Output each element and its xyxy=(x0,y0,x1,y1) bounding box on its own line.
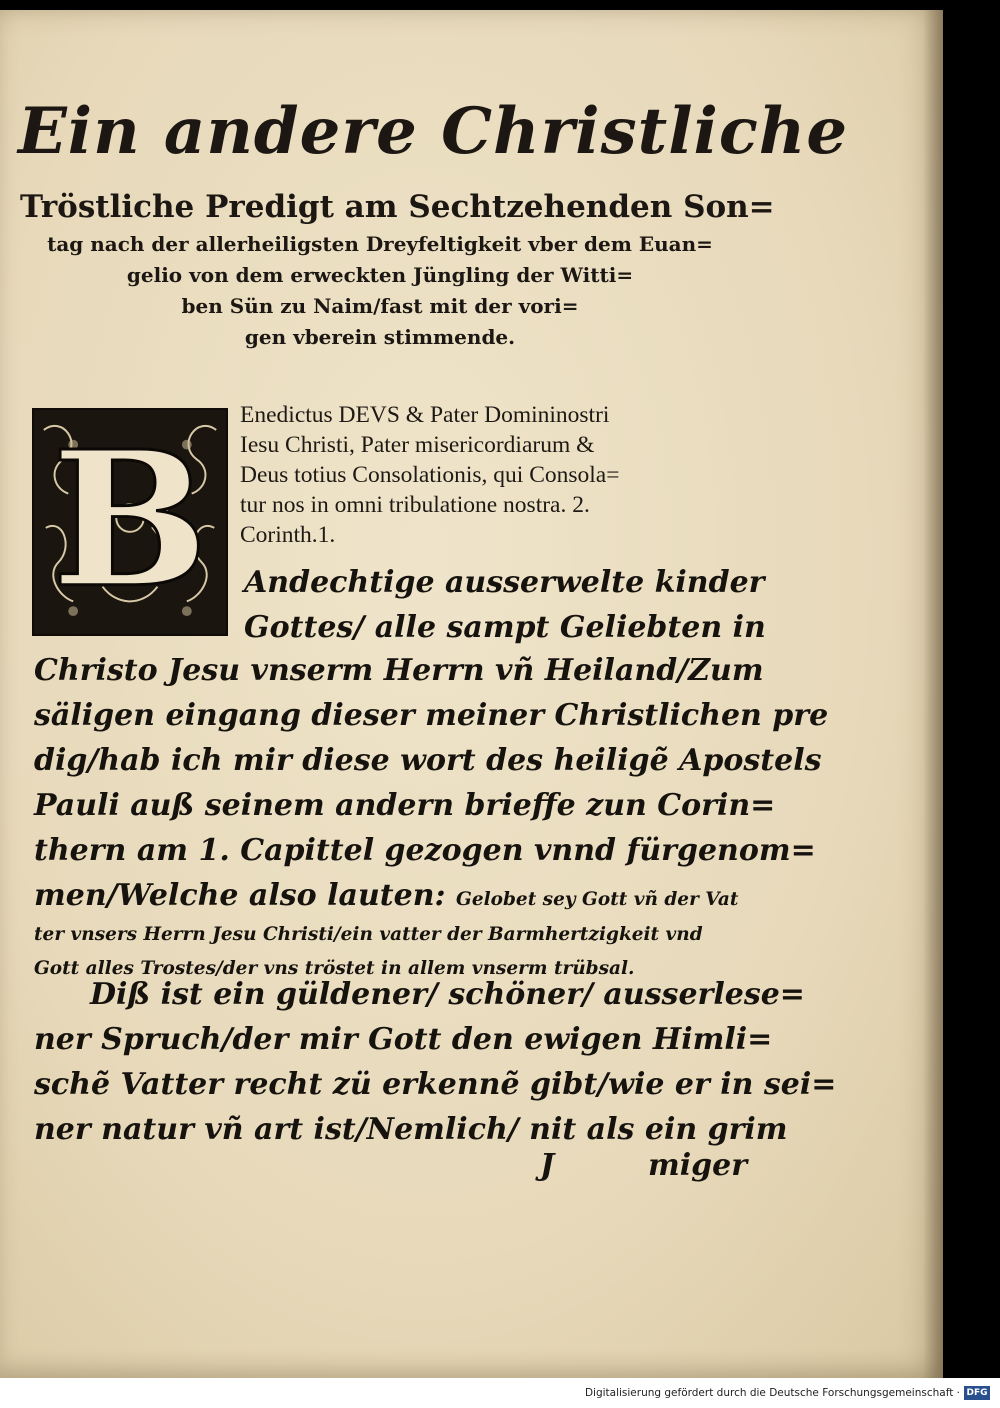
footer-bar xyxy=(0,1378,1000,1408)
paragraph-main xyxy=(34,648,829,986)
page-title: Ein andere Christliche xyxy=(18,94,849,169)
body-line: ner Spruch/der mir Gott den ewigen Himli= xyxy=(34,1022,773,1057)
subtitle-line: gen vberein stimmende. xyxy=(244,325,516,349)
latin-line: Corinth.1. xyxy=(240,522,336,548)
body-line: Pauli auß seinem andern brieffe zun Corin= xyxy=(34,788,776,823)
body-line: säligen eingang dieser meiner Christlichen pre xyxy=(34,698,829,733)
subtitle-line: Tröstliche Predigt am Sechtzehenden Son= xyxy=(20,189,775,225)
book-page xyxy=(0,10,943,1378)
paragraph-intro xyxy=(244,560,766,650)
ornament-icon xyxy=(34,410,226,634)
latin-epigraph xyxy=(240,400,740,550)
latin-line: Enedictus DEVS & Pater Domininostri xyxy=(240,402,610,428)
paragraph-second xyxy=(34,972,837,1152)
body-line: ner natur vñ art ist/Nemlich/ nit als ein grim xyxy=(34,1112,788,1147)
body-line: thern am 1. Capittel gezogen vnnd fürgenom= xyxy=(34,833,816,868)
subtitle-block xyxy=(20,185,775,353)
body-line: Diß ist ein güldener/ schöner/ ausserlese= xyxy=(90,977,805,1012)
latin-line: Deus totius Consolationis, qui Consola= xyxy=(240,462,620,488)
scripture-quote-line: Gott alles Trostes/der vns tröstet in allem vnserm trübsal. xyxy=(34,958,635,979)
initial-letter-glyph: B xyxy=(51,410,209,629)
dfg-logo: DFG xyxy=(964,1386,990,1400)
latin-line: tur nos in omni tribulatione nostra. 2. xyxy=(240,492,590,518)
body-line: Andechtige ausserwelte kinder xyxy=(244,565,765,600)
latin-line: Iesu Christi, Pater misericordiarum & xyxy=(240,432,595,458)
body-line: dig/hab ich mir diese wort des heiligẽ Apostels xyxy=(34,743,822,778)
body-line: schẽ Vatter recht zü erkennẽ gibt/wie er in sei= xyxy=(34,1067,837,1102)
signature-mark: J xyxy=(540,1148,555,1183)
page-spine-shadow xyxy=(923,10,943,1378)
body-text: men/Welche also lauten: xyxy=(34,878,446,913)
decorated-initial-letter xyxy=(32,408,228,636)
body-line: Christo Jesu vnserm Herrn vñ Heiland/Zum xyxy=(34,653,764,688)
body-line xyxy=(34,873,746,918)
subtitle-line: tag nach der allerheiligsten Dreyfeltigkeit vber dem Euan= xyxy=(47,232,713,256)
catchword: miger xyxy=(648,1148,748,1183)
subtitle-line: ben Sün zu Naim/fast mit der vori= xyxy=(181,294,579,318)
scripture-quote: Gelobet sey Gott vñ der Vat xyxy=(456,889,739,910)
funding-credit: Digitalisierung gefördert durch die Deutsche Forschungsgemeinschaft · xyxy=(584,1387,960,1399)
body-line: Gottes/ alle sampt Geliebten in xyxy=(244,610,766,645)
subtitle-line: gelio von dem erweckten Jüngling der Witti= xyxy=(126,263,634,287)
scripture-quote-line: ter vnsers Herrn Jesu Christi/ein vatter der Barmhertzigkeit vnd xyxy=(34,924,703,945)
